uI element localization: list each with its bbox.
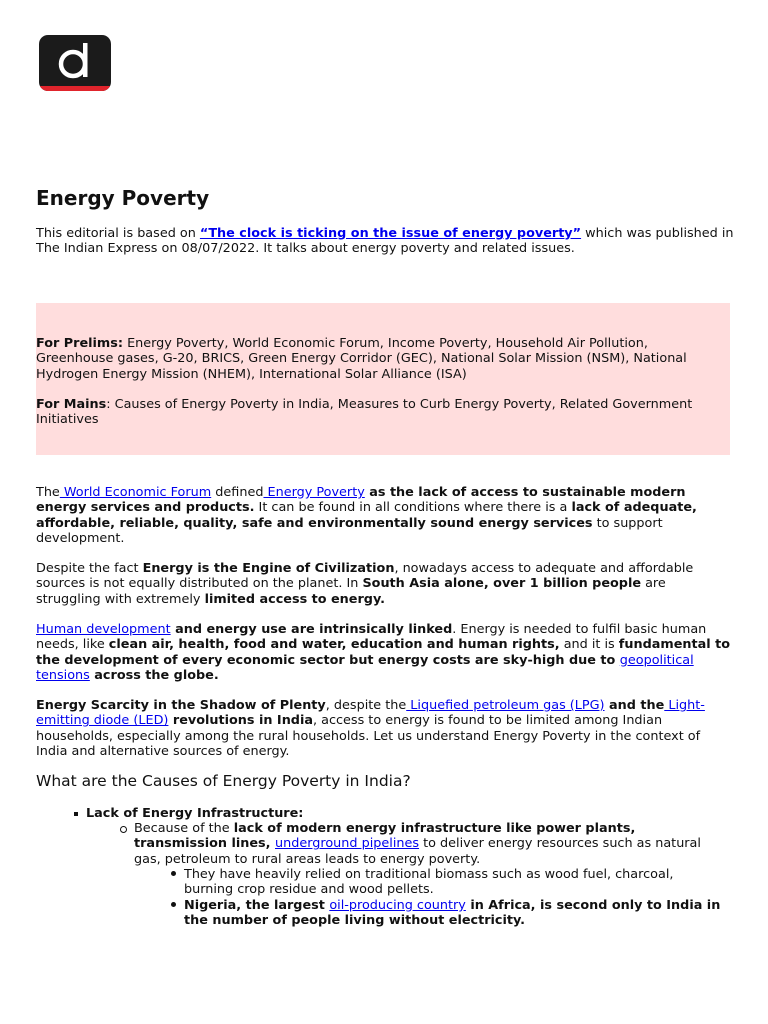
bold-text: lack of modern energy infrastructure like power plants, transmission lines, (134, 821, 636, 852)
paragraph-energy-scarcity (36, 698, 730, 759)
energy-poverty-link[interactable]: Energy Poverty (263, 485, 365, 500)
bold-text: Energy is the Engine of Civilization (142, 561, 395, 576)
bold-text: across the globe. (89, 667, 219, 683)
list-item (184, 898, 734, 929)
text: , despite the (325, 698, 407, 713)
text: to support development. (36, 515, 663, 546)
list-item: They have heavily relied on traditional biomass such as wood fuel, charcoal, burning crop residue and wood pellets. (184, 867, 674, 898)
bold-text: Energy Scarcity in the Shadow of Plenty (36, 698, 326, 713)
intro-text: This editorial is based on (36, 226, 200, 241)
section-heading-causes: What are the Causes of Energy Poverty in India? (36, 772, 411, 790)
bold-text: clean air, health, food and water, education and human rights, (108, 637, 560, 653)
mains-label: For Mains (36, 397, 107, 412)
text: , access to energy is found to be limited among Indian households, especially among the rural households. Let us understand Energy Poverty in the context of India and alternative sources of energy. (36, 713, 701, 759)
mains-text: : Causes of Energy Poverty in India, Measures to Curb Energy Poverty, Related Government Initiatives (36, 397, 693, 428)
underground-pipelines-link[interactable]: underground pipelines (275, 836, 420, 852)
bold-text: limited access to energy. (204, 591, 385, 607)
bold-text: in Africa, is second only to India in the number of people living without electricity. (184, 898, 721, 929)
dot-bullet-icon (171, 871, 176, 876)
dot-bullet-icon (171, 902, 176, 907)
bold-text: Nigeria, the largest (184, 898, 330, 913)
source-article-link-text: “The clock is ticking on the issue of energy poverty” (199, 226, 582, 241)
text: defined (211, 485, 264, 500)
text: are struggling with extremely (36, 576, 666, 607)
page-title: Energy Poverty (36, 186, 210, 210)
square-bullet-icon (74, 812, 78, 816)
list-item (86, 806, 303, 821)
human-development-link[interactable]: Human development (36, 622, 171, 637)
intro-paragraph (36, 226, 736, 257)
geopolitical-tensions-link[interactable]: geopolitical tensions (36, 652, 694, 683)
paragraph-definition (36, 485, 730, 546)
prelims-text: Energy Poverty, World Economic Forum, Income Poverty, Household Air Pollution, Greenhouse gases, G-20, BRICS, Green Energy Corridor (GEC), National Solar Mission (NSM), National Hydrogen Energy Mission (NHEM), International Solar Alliance (ISA) (36, 336, 687, 382)
text: and it is (559, 637, 619, 653)
text: Because of the (134, 821, 234, 836)
text: . Energy is needed to fulfil basic human needs, like (36, 622, 707, 653)
source-article-link[interactable] (200, 226, 581, 241)
led-link[interactable]: Light-emitting diode (LED) (36, 698, 705, 729)
paragraph-human-development (36, 622, 730, 683)
lpg-link[interactable]: Liquefied petroleum gas (LPG) (406, 698, 605, 713)
text: It can be found in all conditions where there is a (254, 500, 572, 516)
bold-text: South Asia alone, over 1 billion people (362, 576, 642, 592)
paragraph-civilization (36, 561, 730, 607)
bold-text: lack of adequate, affordable, reliable, quality, safe and environmentally sound energy services (36, 500, 697, 531)
text: , nowadays access to adequate and affordable sources is not equally distributed on the planet. In (36, 561, 694, 592)
text: to deliver energy resources such as natural gas, petroleum to rural areas leads to energy poverty. (134, 836, 701, 867)
mains-topics (36, 397, 716, 428)
bold-text: and energy use are intrinsically linked (170, 622, 453, 637)
site-logo[interactable] (39, 35, 111, 91)
intro-text-2: which was published in The Indian Express on 08/07/2022. It talks about energy poverty and related issues. (36, 226, 734, 257)
text: Despite the fact (36, 561, 143, 576)
logo-d-icon (39, 35, 111, 91)
world-economic-forum-link[interactable]: World Economic Forum (59, 485, 212, 500)
syllabus-box (36, 303, 730, 455)
bold-text: as the lack of access to sustainable modern energy services and products. (36, 485, 686, 516)
oil-producing-country-link[interactable]: oil-producing country (329, 898, 466, 913)
circle-bullet-icon (120, 826, 127, 833)
bold-text: fundamental to the development of every economic sector but energy costs are sky-high due to (36, 637, 730, 668)
bold-text: and the (604, 698, 665, 713)
logo-red-bar (39, 86, 111, 91)
bold-text: revolutions in India (168, 713, 313, 729)
text: The (36, 485, 60, 500)
prelims-label: For Prelims: (36, 336, 123, 351)
list-item (134, 821, 724, 867)
list-item-label: Lack of Energy Infrastructure: (86, 806, 304, 821)
prelims-topics (36, 336, 716, 382)
